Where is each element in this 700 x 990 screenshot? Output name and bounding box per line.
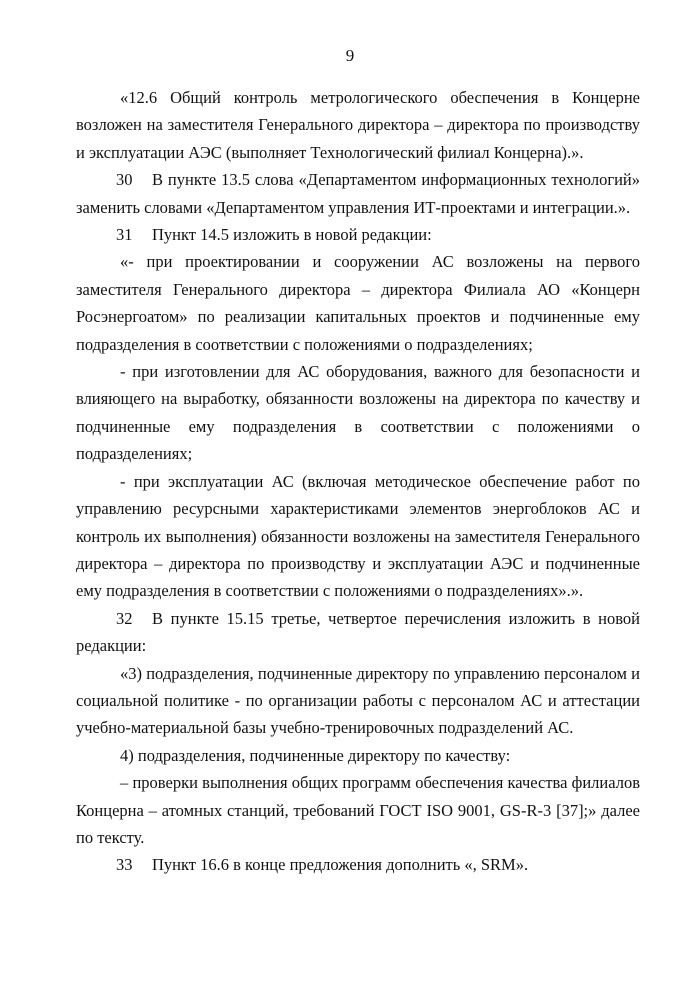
paragraph-design-construction: «- при проектировании и сооружении АС возложены на первого заместителя Генерального директора – директора Филиала АО «Концерн Росэнергоатом» по реализации капитальных проектов и подчиненные ему подразделения в соответствии с положениями о подразделениях; (76, 252, 640, 354)
item-text: В пункте 15.15 третье, четвертое перечисления изложить в новой редакции: (76, 608, 640, 656)
paragraph-12-6: «12.6 Общий контроль метрологического обеспечения в Концерне возложен на заместителя Генерального директора – директора по производству и эксплуатации АЭС (выполняет Технологический филиал Концерна).». (76, 88, 640, 162)
document-body (76, 84, 640, 879)
item-text: Пункт 16.6 в конце предложения дополнить «, SRM». (152, 855, 529, 875)
page-number: 9 (345, 46, 355, 65)
paragraph-subitem-4: 4) подразделения, подчиненные директору по качеству: (120, 745, 511, 765)
item-31 (76, 221, 640, 248)
item-number: 31 (116, 225, 133, 245)
item-number: 33 (116, 855, 133, 875)
item-30 (76, 166, 640, 221)
item-number: 32 (116, 608, 133, 628)
item-text: В пункте 13.5 слова «Департаментом информационных технологий» заменить словами «Департаментом управления ИТ-проектами и интеграции.». (76, 170, 640, 217)
paragraph-subitem-3: «3) подразделения, подчиненные директору по управлению персоналом и социальной политике - по организации работы с персоналом АС и аттестации учебно-материальной базы учебно-тренировочных подразделений АС. (76, 663, 640, 738)
paragraph-manufacturing: - при изготовлении для АС оборудования, важного для безопасности и влияющего на выработку, обязанности возложены на директора по качеству и подчиненные ему подразделения в соответствии с положениями о подразделениях; (76, 362, 640, 464)
item-33 (76, 851, 640, 878)
paragraph-quality-checks: – проверки выполнения общих программ обеспечения качества филиалов Концерна – атомных станций, требований ГОСТ ISO 9001, GS-R-3 [37];» далее по тексту. (76, 773, 640, 847)
item-number: 30 (116, 170, 133, 190)
item-text: Пункт 14.5 изложить в новой редакции: (152, 225, 432, 245)
item-32 (76, 605, 640, 660)
paragraph-operation: - при эксплуатации АС (включая методическое обеспечение работ по управлению ресурсными характеристиками элементов энергоблоков АС и контроль их выполнения) обязанности возложены на заместителя Генерального директора – директора по производству и эксплуатации АЭС и подчиненные ему подразделения в соответствии с положениями о подразделениях».». (76, 471, 640, 601)
